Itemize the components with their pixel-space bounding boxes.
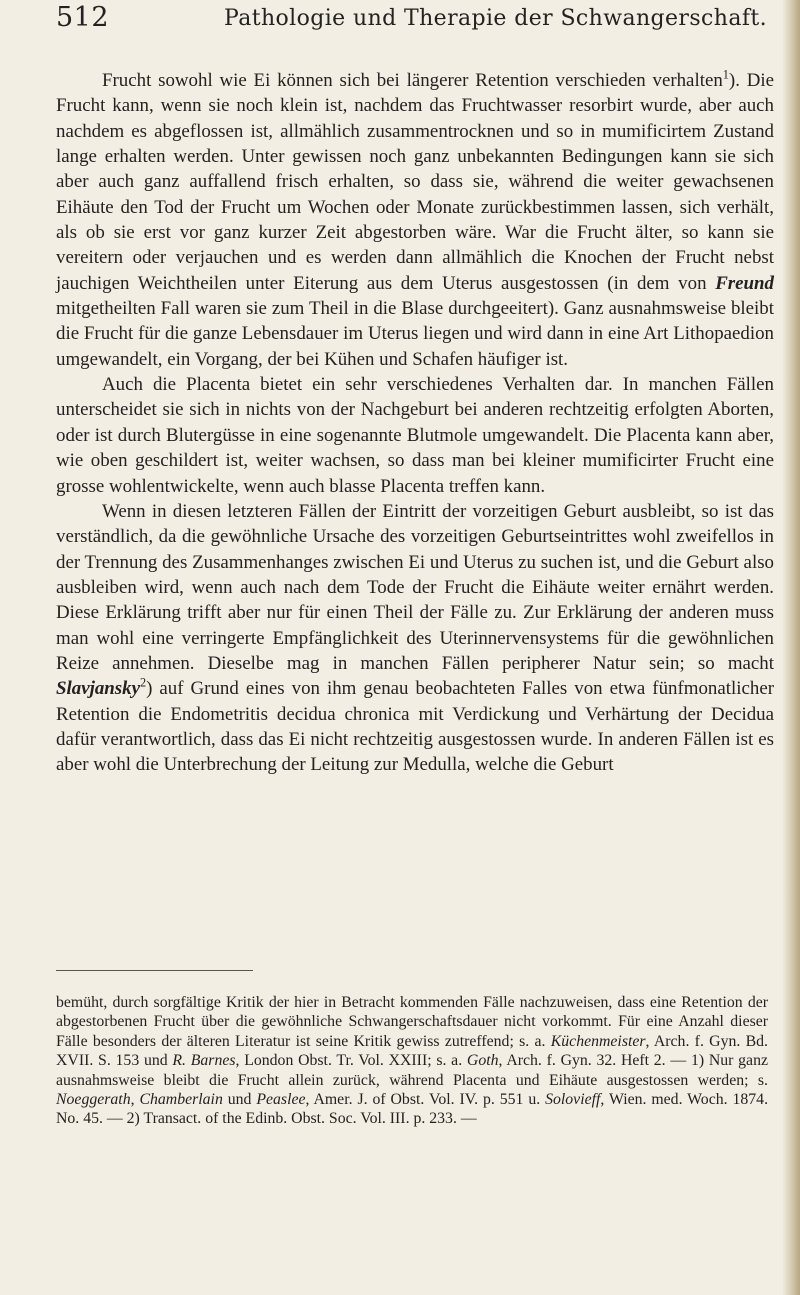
page-number: 512 [56,2,110,33]
footnote-1-text-b: , [130,1091,140,1109]
footnote-continuation-text-d: , Arch. f. Gyn. 32. Heft 2. — [498,1052,691,1070]
paragraph-1-text-b: ). Die Frucht kann, wenn sie noch klein ist, nachdem das Fruchtwasser resorbirt wurde, aber auch nachdem es abgeflossen ist, allmählich zusammentrocknen und so in mumificirtem Zustand lange erhalten werden. Unter gewissen noch ganz unbekannten Bedingungen kann sie sich aber auch ganz auffallend frisch erhalten, so dass sie, während die weiter gewachsenen Eihäute den Tod der Frucht um Wochen oder Monate zurückbestimmen lassen, sich verhält, als ob sie erst vor ganz kurzer Zeit abgestorben wäre. War die Frucht älter, so kann sie vereitern oder verjauchen und es werden dann allmählich die Knochen der Frucht nebst jauchigen Weichtheilen unter Eiterung aus dem Uterus ausgestossen (in dem von [56,70,774,294]
footnote-ref-2: 2 [139,675,147,690]
author-name-slavjansky: Slavjansky [56,678,140,700]
paragraph-3-text-a: Wenn in diesen letzteren Fällen der Eintritt der vorzeitigen Geburt ausbleibt, so ist das verständlich, da die gewöhnliche Ursache des vorzeitigen Geburtseintrittes wohl zweifellos in der Trennung des Zusammenhanges zwischen Ei und Uterus zu suchen ist, und die Geburt also ausbleiben wird, wenn auch nach dem Tode der Frucht die Eihäute weiter ernährt werden. Diese Erklärung trifft aber nur für einen Theil der Fälle zu. Zur Erklärung der anderen muss man wohl eine verringerte Empfänglichkeit des Uterinnervensystems für die gewöhnlichen Reize annehmen. Dieselbe mag in manchen Fällen peripherer Natur sein; so macht [56,500,774,674]
footnote-continuation [56,993,768,1129]
page-edge-shadow [782,0,800,1295]
footnote-continuation-text-a: bemüht, durch sorgfältige Kritik der hier in Betracht kommenden Fälle nachzuweisen, dass eine Retention der abgestorbenen Frucht über die gewöhnliche Schwangerschaftsdauer nicht vorkommt. Für eine Anzahl dieser Fälle besonders der älteren Literatur ist seine Kritik gewiss zutreffend; s. a. [56,994,768,1050]
author-name-chamberlain: Chamberlain [139,1091,223,1109]
page-header [56,2,776,38]
author-name-peaslee: Peaslee [256,1091,306,1109]
main-text [56,68,774,778]
author-name-kuechenmeister: Küchenmeister [550,1032,646,1050]
author-name-goth: Goth [466,1052,499,1070]
footnote-ref-1: 1 [722,67,729,82]
paragraph-1-text-a: Frucht sowohl wie Ei können sich bei längerer Retention verschieden verhalten [102,70,723,91]
paragraph-3-text-b: ) auf Grund eines von ihm genau beobachteten Falles von etwa fünfmonatlicher Retention die Endometritis decidua chronica mit Verdickung und Verhärtung der Decidua dafür verantwortlich, dass das Ei nicht rechtzeitig ausgestossen wurde. In anderen Fällen ist es aber wohl die Unterbrechung der Leitung zur Medulla, welche die Geburt [56,678,774,776]
paragraph-2: Auch die Placenta bietet ein sehr verschiedenes Verhalten dar. In manchen Fällen unterscheidet sie sich in nichts von der Nachgeburt bei anderen rechtzeitig erfolgten Aborten, oder ist durch Blutergüsse in eine sogenannte Blutmole umgewandelt. Die Placenta kann aber, wie oben geschildert ist, weiter wachsen, so dass man bei kleiner mumificirter Frucht eine grosse wohlentwickelte, wenn auch blasse Placenta treffen kann. [56,374,774,497]
running-head: Pathologie und Therapie der Schwangerschaft. [224,6,768,31]
paragraph-3 [56,499,774,778]
footnote-continuation-text-c: , London Obst. Tr. Vol. XXIII; s. a. [235,1052,467,1070]
author-name-barnes: R. Barnes [172,1052,236,1070]
footnote-1-text-e: , Wien. med. Woch. 1874. No. 45. — 2) Transact. of the Edinb. Obst. Soc. Vol. III. p. 233. — [56,1091,769,1128]
footnote-1-text-c: und [222,1091,257,1109]
footnote-continuation-text-b: , Arch. f. Gyn. Bd. XVII. S. 153 und [56,1032,769,1070]
author-name-freund: Freund [715,272,774,294]
footnote-rule [56,970,253,971]
author-name-noeggerath: Noeggerath [56,1091,131,1109]
footnote-1-text-d: , Amer. J. of Obst. Vol. IV. p. 551 u. [305,1091,546,1109]
footnotes [56,993,768,1129]
footnote-1-text-a: 1) Nur ganz ausnahmsweise bleibt die Frucht allein zurück, während Placenta und Eihäute ausgestossen werden; s. [56,1052,768,1089]
author-name-solovieff: Solovieff [545,1091,601,1109]
paragraph-1-text-c: mitgetheilten Fall waren sie zum Theil in die Blase durchgeeitert). Ganz ausnahmsweise bleibt die Frucht für die ganze Lebensdauer im Uterus liegen und wird dann in eine Art Lithopaedion umgewandelt, ein Vorgang, der bei Kühen und Schafen häufiger ist. [56,298,774,370]
paragraph-1 [56,68,774,372]
